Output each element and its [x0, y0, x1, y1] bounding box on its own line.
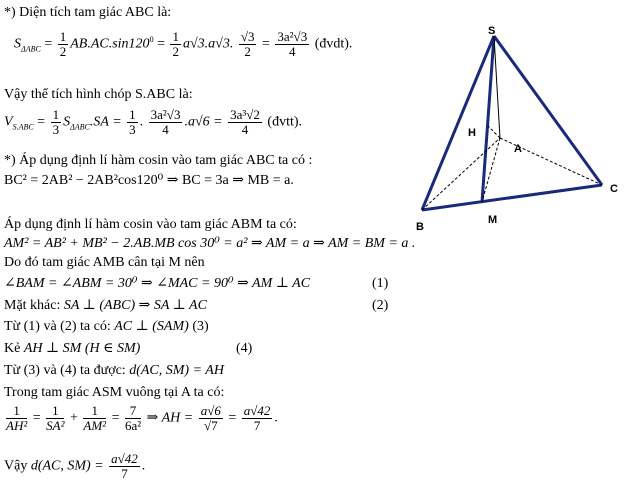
- line-angle-result: ∠BAM = ∠ABM = 30⁰ ⇒ ∠MAC = 90⁰ ⇒ AM ⊥ AC: [4, 276, 311, 291]
- edge-bc: [422, 185, 602, 210]
- line-ah-perp: Kẻ AH ⊥ SM (H ∈ SM): [4, 341, 141, 356]
- line-volume-heading: Vậy thể tích hình chóp S.ABC là:: [4, 87, 193, 102]
- area-symbol: S: [14, 36, 21, 52]
- line-am-result: AM² = AB² + MB² − 2.AB.MB cos 30⁰ = a² ⇒ AM = a ⇒ AM = BM = a .: [4, 236, 416, 251]
- label-b: B: [416, 221, 424, 233]
- label-m: M: [488, 214, 498, 226]
- frac-half: $\frac{1}{2}$: [59, 29, 67, 59]
- line-distance: Từ (3) và (4) ta được: d(AC, SM) = AH: [4, 363, 224, 378]
- label-c: C: [610, 183, 618, 195]
- pyramid-diagram: [410, 20, 625, 235]
- frac-1-am2: $\frac{1}{\text{AM²}}$: [83, 403, 107, 433]
- area-formula: $S_{\Delta ABC}$ = $\frac{1}{2}$ $AB.AC.\sin 120^0$ = $\frac{1}{2}$ a√3.a√3. $\frac{√3}{2}$ = $\frac{\text{3a²√3}}{4}$ (đvdt).: [14, 29, 353, 59]
- frac-final: $\frac{a√42}{7}$: [111, 451, 138, 481]
- final-answer: Vậy d(AC, SM) = $\frac{a√42}{7}$ .: [4, 451, 146, 481]
- eq-label-4: (4): [236, 341, 253, 356]
- line-cosine-abc: *) Áp dụng định lí hàm cosin vào tam giác ABC ta có :: [4, 153, 313, 168]
- unit-dvdt: (đvdt).: [311, 36, 353, 52]
- frac-sqrt3: $\frac{√3}{2}$: [240, 29, 255, 59]
- area-sub: ΔABC: [21, 44, 41, 54]
- frac-1-ah2: $\frac{1}{\text{AH²}}$: [6, 403, 28, 433]
- frac-volume: $\frac{\text{3a³√2}}{4}$: [230, 107, 260, 137]
- area-expr-2: a√3.a√3.: [182, 36, 234, 52]
- frac-area-2: $\frac{\text{3a²√3}}{4}$: [150, 107, 181, 137]
- frac-a6-7: $\frac{a√6}{√7}$: [200, 403, 221, 433]
- line-ac-perp: Từ (1) và (2) ta có: AC ⊥ (SAM) (3): [4, 319, 209, 334]
- frac-half-2: $\frac{1}{2}$: [172, 29, 179, 59]
- line-bc-result: BC² = 2AB² − 2AB²cos120⁰ ⇒ BC = 3a ⇒ MB = a.: [4, 173, 294, 188]
- frac-third-2: $\frac{1}{3}$: [129, 107, 136, 137]
- edge-ba: [422, 138, 500, 210]
- line-right-triangle: Trong tam giác ASM vuông tại A ta có:: [4, 385, 225, 400]
- deg: 0: [149, 35, 154, 45]
- frac-1-sa2: $\frac{1}{\text{SA²}}$: [46, 403, 65, 433]
- line-sa-perp: Mặt khác: SA ⊥ (ABC) ⇒ SA ⊥ AC: [4, 298, 207, 313]
- ah-formula: $\frac{1}{\text{AH²}}$ = $\frac{1}{\text{SA²}}$ + $\frac{1}{\text{AM²}}$ = $\frac{7}{\text{6a²}}$ ⇒ AH = $\frac{a√6}{√7}$ = $\frac{a√42}{7}$ .: [6, 403, 278, 433]
- edge-sc: [494, 36, 602, 185]
- frac-area: $\frac{\text{3a²√3}}{4}$: [277, 29, 308, 59]
- line-isosceles: Do đó tam giác AMB cân tại M nên: [4, 255, 205, 270]
- edge-ah: [488, 126, 500, 138]
- frac-a42-7: $\frac{a√42}{7}$: [243, 403, 271, 433]
- eq-label-2: (2): [372, 298, 389, 313]
- edge-sa: [494, 36, 500, 138]
- frac-third: $\frac{1}{3}$: [52, 107, 60, 137]
- label-h: H: [468, 127, 476, 139]
- volume-formula: $V_{S.ABC}$ = $\frac{1}{3}$ $S_{\Delta ABC}.SA$ = $\frac{1}{3}$ . $\frac{\text{3a²√3}}{4}$ .a√6 = $\frac{\text{3a³√2}}{4}$ (đvtt).: [4, 107, 303, 137]
- frac-7-6a2: $\frac{7}{\text{6a²}}$: [124, 403, 142, 433]
- label-a: A: [514, 143, 522, 155]
- label-s: S: [488, 25, 496, 37]
- line-cosine-abm: Áp dụng định lí hàm cosin vào tam giác ABM ta có:: [4, 217, 297, 232]
- eq-label-1: (1): [372, 276, 389, 291]
- eq: =: [40, 36, 56, 52]
- line-area-heading: *) Diện tích tam giác ABC là:: [4, 5, 172, 20]
- area-expr: AB.AC.sin120: [70, 36, 150, 52]
- unit-dvtt: (đvtt).: [263, 114, 303, 130]
